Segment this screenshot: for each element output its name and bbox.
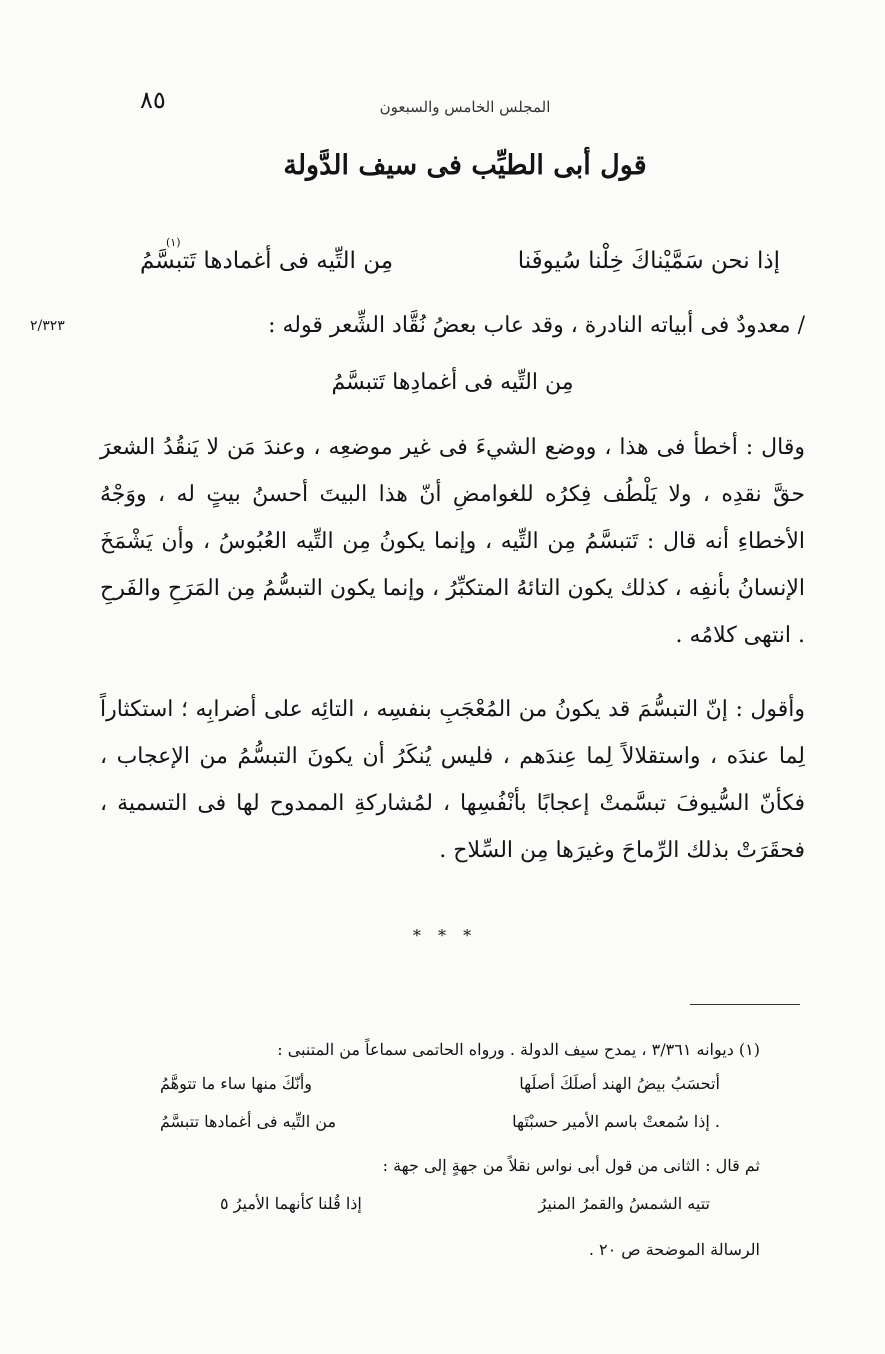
footnote-verse-2-first: . إذا سُمعتْ باسم الأمير حسبْتَها	[512, 1112, 720, 1131]
footnote-verse-2-second: من التِّيه فى أغمادها تتبسَّمُ	[160, 1112, 337, 1131]
page-number: ٨٥	[140, 86, 166, 114]
footnote-line-3: ثم قال : الثانى من قول أبى نواس نقلاً من جهةٍ إلى جهة :	[382, 1156, 760, 1175]
verse-hemistich-second: مِن التِّيه فى أغمادها تَتبسَّمُ	[140, 248, 394, 274]
running-title: المجلس الخامس والسبعون	[379, 98, 551, 116]
paragraph-critic: وقال : أخطأ فى هذا ، ووضع الشيءَ فى غير موضعِه ، وعندَ مَن لا يَنقُدُ الشعرَ حقَّ نقدِه ، ولا يَلْطُف فِكرُه للغوامضِ أنّ هذا البيتَ أحسنُ بيتٍ له ، ووَجْهُ الأخطاءِ أنه قال : تَتبسَّمُ مِن التِّيه ، وإنما يكونُ مِن التِّيه العُبُوسُ ، وأن يَشْمَخَ الإنسانُ بأنفِه ، كذلك يكون التائهُ المتكبِّرُ ، وإنما يكون التبسُّمُ مِن المَرَحِ والفَرحِ . انتهى كلامُه .	[100, 435, 805, 648]
footnote-intro: (١) ديوانه ٣/٣٦١ ، يمدح سيف الدولة . ورواه الحاتمى سماعاً من المتنبى :	[277, 1040, 760, 1059]
paragraph-author-reply: وأقول : إنّ التبسُّمَ قد يكونُ من المُعْجَبِ بنفسِه ، التائِه على أضرابِه ؛ استكثاراً لِما عندَه ، واستقلالاً لِما عِندَهم ، فليس يُنكَرُ أن يكونَ التبسُّمُ من الإعجاب ، فكأنّ السُّيوفَ تبسَّمتْ إعجابًا بأنْفُسِها ، لمُشاركةِ الممدوح لها فى التسمية ، فحقَرَتْ بذلك الرِّماحَ وغيرَها مِن السِّلاح .	[100, 697, 805, 863]
footnote-verse-1	[160, 1074, 720, 1100]
section-title: قول أبى الطيِّب فى سيف الدَّولة	[283, 150, 647, 181]
margin-reference: ٢/٣٢٣	[30, 318, 65, 334]
quoted-hemistich: مِن التِّيه فى أغمادِها تَتبسَّمُ	[331, 370, 574, 395]
footnote-source: الرسالة الموضحة ص ٢٠ .	[588, 1240, 760, 1259]
section-separator: * * *	[412, 926, 478, 945]
footnote-verse-2	[160, 1112, 720, 1138]
paragraph-intro: / معدودٌ فى أبياته النادرة ، وقد عاب بعضُ نُقَّاد الشِّعر قوله :	[268, 313, 805, 338]
footnote-verse-3	[220, 1194, 710, 1220]
verse-hemistich-first: إذا نحن سَمَّيْناكَ خِلْنا سُيوفَنا	[517, 248, 780, 274]
footnote-rule	[690, 1004, 800, 1005]
footnote-verse-1-second: وأنّكَ منها ساء ما تتوهَّمُ	[160, 1074, 312, 1093]
footnote-verse-1-first: أتحسَبُ بيضُ الهند أصلَكَ أصلَها	[519, 1074, 720, 1093]
footnote-verse-3-second: إذا قُلنا كأنهما الأميرُ ٥	[220, 1194, 362, 1213]
footnote-verse-3-first: تتيه الشمسُ والقمرُ المنيرُ	[538, 1194, 710, 1213]
footnote-marker: (١)	[166, 236, 181, 249]
